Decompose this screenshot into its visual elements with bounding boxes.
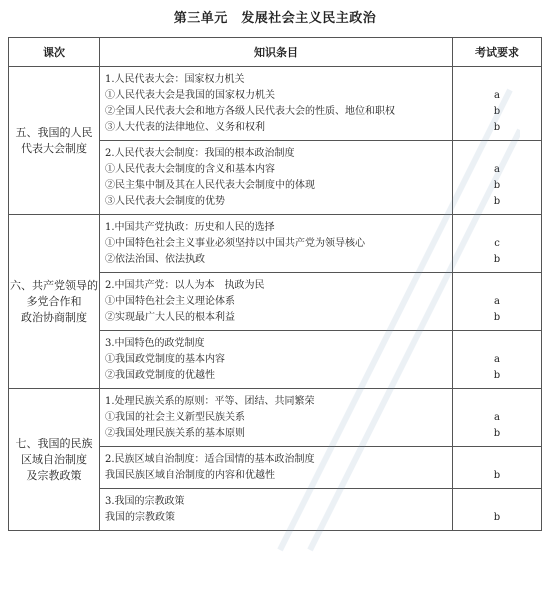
knowledge-item: ②我国处理民族关系的基本原则 [105,428,245,439]
requirement-spacer [453,146,541,162]
requirement-block [453,141,541,214]
requirement-spacer [453,278,541,294]
requirement-level: a [494,354,500,365]
table-header-row [9,38,542,67]
knowledge-item: ①中国特色社会主义事业必须坚持以中国共产党为领导核心 [105,238,365,249]
knowledge-item: ②我国政党制度的优越性 [105,370,215,381]
requirement-spacer [453,494,541,510]
lesson-title: 六、共产党领导的 多党合作和 政治协商制度 [10,278,98,324]
items-cell [100,67,453,215]
requirement-spacer [453,220,541,236]
requirement-cell [453,389,542,531]
knowledge-item: 我国的宗教政策 [105,512,175,523]
knowledge-item: ②民主集中制及其在人民代表大会制度中的体现 [105,180,315,191]
knowledge-block [100,389,452,447]
requirement-block [453,67,541,141]
lesson-cell [9,389,100,531]
knowledge-block [100,331,452,388]
requirement-level: b [493,180,501,191]
knowledge-item: ②实现最广大人民的根本利益 [105,312,235,323]
knowledge-item: ①人民代表大会是我国的国家权力机关 [105,90,275,101]
table-body [9,67,542,531]
requirement-level: a [494,296,500,307]
knowledge-heading: 2.人民代表大会制度：我国的根本政治制度 [105,148,295,159]
header-lesson: 课次 [9,38,100,67]
table-row [9,215,542,389]
requirement-level: c [494,238,500,249]
lesson-title: 五、我国的人民 代表大会制度 [15,125,93,155]
requirement-block [453,489,541,530]
knowledge-block [100,67,452,141]
knowledge-item: 我国民族区域自治制度的内容和优越性 [105,470,275,481]
lesson-title: 七、我国的民族 区域自治制度 及宗教政策 [15,436,93,482]
knowledge-block [100,141,452,214]
knowledge-heading: 1.中国共产党执政：历史和人民的选择 [105,222,275,233]
table-row [9,67,542,215]
knowledge-block [100,447,452,489]
requirement-level: b [493,106,501,117]
requirement-block [453,389,541,447]
requirement-level: b [493,428,501,439]
requirement-spacer [453,452,541,468]
requirement-level: b [493,470,501,481]
knowledge-block [100,273,452,331]
knowledge-item: ②全国人民代表大会和地方各级人民代表大会的性质、地位和职权 [105,106,395,117]
requirement-cell [453,215,542,389]
requirement-block [453,273,541,331]
lesson-cell [9,67,100,215]
items-cell [100,389,453,531]
lesson-cell [9,215,100,389]
knowledge-item: ②依法治国、依法执政 [105,254,205,265]
knowledge-heading: 2.中国共产党：以人为本 执政为民 [105,280,265,291]
knowledge-heading: 2.民族区域自治制度：适合国情的基本政治制度 [105,454,315,465]
knowledge-item: ③人民代表大会制度的优势 [105,196,225,207]
requirement-level: a [494,90,500,101]
knowledge-heading: 3.中国特色的政党制度 [105,338,205,349]
requirement-cell [453,67,542,215]
table-row [9,389,542,531]
requirement-level: a [494,412,500,423]
header-items: 知识条目 [100,38,453,67]
requirement-level: b [493,254,501,265]
knowledge-item: ①中国特色社会主义理论体系 [105,296,235,307]
requirement-level: b [493,370,501,381]
requirement-spacer [453,72,541,88]
knowledge-block [100,489,452,530]
requirement-level: a [494,164,500,175]
requirement-level: b [493,196,501,207]
requirement-level: b [493,122,501,133]
page-title: 第三单元 发展社会主义民主政治 [173,11,377,26]
requirement-spacer [453,336,541,352]
items-cell [100,215,453,389]
knowledge-heading: 1.处理民族关系的原则：平等、团结、共同繁荣 [105,396,315,407]
knowledge-heading: 3.我国的宗教政策 [105,496,185,507]
knowledge-item: ③人大代表的法律地位、义务和权利 [105,122,265,133]
knowledge-item: ①我国的社会主义新型民族关系 [105,412,245,423]
knowledge-item: ①我国政党制度的基本内容 [105,354,225,365]
knowledge-block [100,215,452,273]
requirement-level: b [493,312,501,323]
requirement-level: b [493,512,501,523]
requirement-block [453,447,541,489]
knowledge-item: ①人民代表大会制度的含义和基本内容 [105,164,275,175]
requirement-block [453,331,541,388]
knowledge-table [8,37,542,531]
header-req: 考试要求 [453,38,542,67]
requirement-block [453,215,541,273]
knowledge-heading: 1.人民代表大会：国家权力机关 [105,74,245,85]
requirement-spacer [453,394,541,410]
